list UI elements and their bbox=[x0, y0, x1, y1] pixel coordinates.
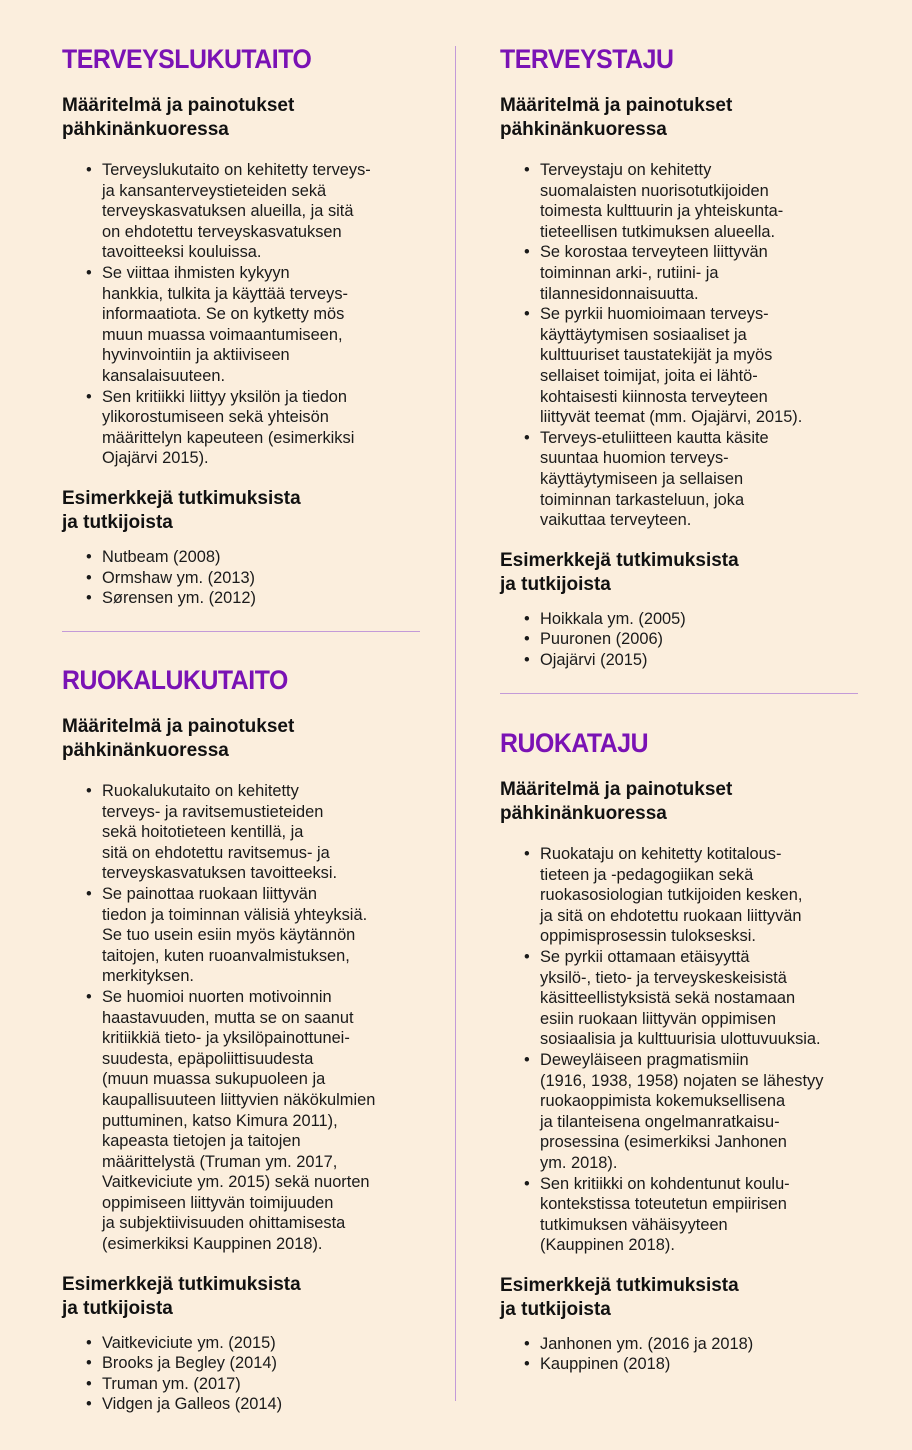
definition-list bbox=[62, 781, 422, 1255]
list-item: • Nutbeam (2008) bbox=[102, 547, 422, 568]
list-item: • Vaitkeviciute ym. (2015) bbox=[102, 1333, 422, 1354]
column-divider bbox=[455, 46, 456, 1401]
list-item: • Sen kritiikki liittyy yksilön ja tiedon ylikorostumiseen sekä yhteisön määrittelyn kapeuteen (esimerkiksi Ojajärvi 2015). bbox=[102, 387, 422, 469]
section-divider bbox=[500, 693, 858, 694]
examples-heading: Esimerkkejä tutkimuksista ja tutkijoista bbox=[62, 487, 301, 533]
definition-heading: Määritelmä ja painotukset pähkinänkuoressa bbox=[62, 95, 295, 140]
list-item: • Se korostaa terveyteen liittyvän toiminnan arki-, rutiini- ja tilannesidonnaisuutta. bbox=[540, 242, 870, 304]
list-item: • Ormshaw ym. (2013) bbox=[102, 568, 422, 589]
section-title: TERVEYSLUKUTAITO bbox=[62, 44, 312, 74]
section-food-literacy bbox=[62, 665, 422, 1415]
definition-list bbox=[62, 160, 422, 469]
list-item: • Vidgen ja Galleos (2014) bbox=[102, 1394, 422, 1415]
definition-heading: Määritelmä ja painotukset pähkinänkuoressa bbox=[62, 716, 295, 761]
definition-heading: Määritelmä ja painotukset pähkinänkuoressa bbox=[500, 779, 733, 824]
examples-list bbox=[62, 547, 422, 609]
examples-list bbox=[62, 1333, 422, 1415]
examples-heading: Esimerkkejä tutkimuksista ja tutkijoista bbox=[500, 549, 739, 595]
list-item: • Janhonen ym. (2016 ja 2018) bbox=[540, 1334, 870, 1355]
list-item: • Ruokalukutaito on kehitetty terveys- ja ravitsemustieteiden sekä hoitotieteen kentillä, ja sitä on ehdotettu ravitsemus- ja terveyskasvatuksen tavoitteeksi. bbox=[102, 781, 422, 884]
section-title: RUOKALUKUTAITO bbox=[62, 665, 288, 695]
list-item: • Se pyrkii huomioimaan terveys- käyttäytymisen sosiaaliset ja kulttuuriset taustatekijät ja myös sellaiset toimijat, joita ei lähtö- kohtaisesti kiinnosta terveyteen liittyvät teemat (mm. Ojajärvi, 2015). bbox=[540, 304, 870, 428]
list-item: • Terveys-etuliitteen kautta käsite suuntaa huomion terveys- käyttäytymiseen ja sellaisen toiminnan tarkasteluun, joka vaikuttaa terveyteen. bbox=[540, 428, 870, 531]
list-item: • Deweyläiseen pragmatismiin (1916, 1938, 1958) nojaten se lähestyy ruokaoppimista kokemuksellisena ja tilanteisena ongelmanratkaisu- prosessina (esimerkiksi Janhonen ym. 2018). bbox=[540, 1050, 870, 1174]
list-item: • Kauppinen (2018) bbox=[540, 1354, 870, 1375]
list-item: • Ruokataju on kehitetty kotitalous- tieteen ja -pedagogiikan sekä ruokasosiologian tutkijoiden kesken, ja sitä on ehdotettu ruokaan liittyvän oppimisprosessin tuloksesksi. bbox=[540, 844, 870, 947]
section-health-literacy bbox=[62, 44, 422, 609]
definition-list bbox=[500, 844, 870, 1256]
examples-list bbox=[500, 1334, 870, 1375]
list-item: • Truman ym. (2017) bbox=[102, 1374, 422, 1395]
section-title: RUOKATAJU bbox=[500, 728, 649, 758]
list-item: • Hoikkala ym. (2005) bbox=[540, 609, 870, 630]
section-title: TERVEYSTAJU bbox=[500, 44, 674, 74]
list-item: • Sen kritiikki on kohdentunut koulu- kontekstissa toteutetun empiirisen tutkimuksen vähäisyyteen (Kauppinen 2018). bbox=[540, 1174, 870, 1256]
list-item: • Se huomioi nuorten motivoinnin haastavuuden, mutta se on saanut kritiikkiä tieto- ja yksilöpainottunei- suudesta, epäpoliittisuudesta (muun muassa sukupuoleen ja kaupallisuuteen liittyvien näkökulmien puttuminen, katso Kimura 2011), kapeasta tietojen ja taitojen määrittelystä (Truman ym. 2017, Vaitkeviciute ym. 2015) sekä nuorten oppimiseen liittyvän toimijuuden ja subjektiivisuuden ohittamisesta (esimerkiksi Kauppinen 2018). bbox=[102, 987, 422, 1255]
definition-heading: Määritelmä ja painotukset pähkinänkuoressa bbox=[500, 95, 733, 140]
list-item: • Puuronen (2006) bbox=[540, 629, 870, 650]
section-divider bbox=[62, 631, 420, 632]
section-health-sense bbox=[500, 44, 870, 670]
list-item: • Se viittaa ihmisten kykyyn hankkia, tulkita ja käyttää terveys- informaatiota. Se on kytketty mös muun muassa voimaantumiseen, hyvinvointiin ja aktiiviseen kansalaisuuteen. bbox=[102, 263, 422, 387]
list-item: • Sørensen ym. (2012) bbox=[102, 588, 422, 609]
examples-heading: Esimerkkejä tutkimuksista ja tutkijoista bbox=[62, 1273, 301, 1319]
examples-heading: Esimerkkejä tutkimuksista ja tutkijoista bbox=[500, 1274, 739, 1320]
definition-list bbox=[500, 160, 870, 531]
list-item: • Brooks ja Begley (2014) bbox=[102, 1353, 422, 1374]
examples-list bbox=[500, 609, 870, 671]
section-food-sense bbox=[500, 728, 870, 1375]
list-item: • Se pyrkii ottamaan etäisyyttä yksilö-, tieto- ja terveyskeskeisistä käsitteellistyksistä sekä nostamaan esiin ruokaan liittyvän oppimisen sosiaalisia ja kulttuurisia ulottuvuuksia. bbox=[540, 947, 870, 1050]
list-item: • Ojajärvi (2015) bbox=[540, 650, 870, 671]
list-item: • Terveystaju on kehitetty suomalaisten nuorisotutkijoiden toimesta kulttuurin ja yhteiskunta- tieteellisen tutkimuksen alueella. bbox=[540, 160, 870, 242]
list-item: • Terveyslukutaito on kehitetty terveys- ja kansanterveystieteiden sekä terveyskasvatuksen alueilla, ja sitä on ehdotettu terveyskasvatuksen tavoitteeksi kouluissa. bbox=[102, 160, 422, 263]
list-item: • Se painottaa ruokaan liittyvän tiedon ja toiminnan välisiä yhteyksiä. Se tuo usein esiin myös käytännön taitojen, kuten ruoanvalmistuksen, merkityksen. bbox=[102, 884, 422, 987]
